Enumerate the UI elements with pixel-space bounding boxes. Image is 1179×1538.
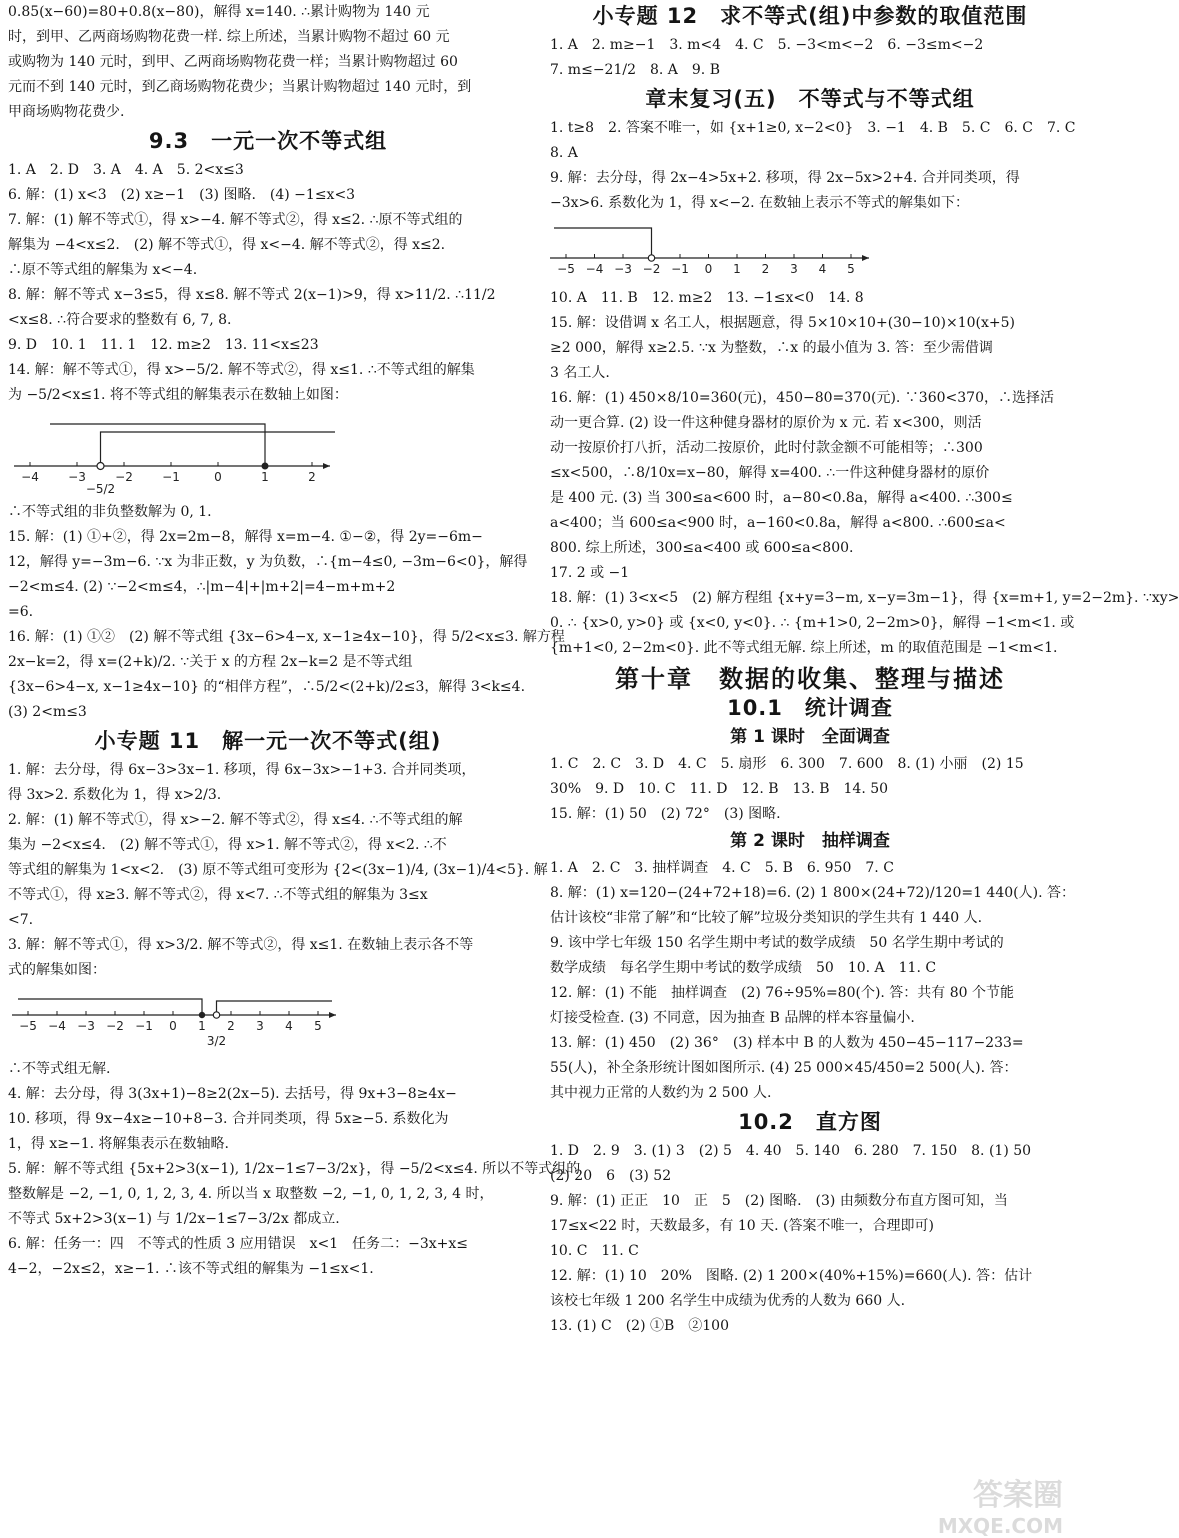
section-9-3-answers-continued — [8, 525, 565, 725]
closed-point — [199, 1012, 205, 1018]
tick-label: 3 — [790, 262, 798, 276]
right-column — [550, 0, 1179, 1339]
answer-line: 4. 解：去分母，得 3(3x+1)−8≥2(2x−5). 去括号，得 9x+3−8≥4x− — [8, 1086, 457, 1102]
answer-line: 不等式 5x+2>3(x−1) 与 1/2x−1≤7−3/2x 都成立. — [8, 1211, 340, 1227]
number-line-1-svg — [8, 414, 338, 494]
answer-line: 1. 解：去分母，得 6x−3>3x−1. 移项，得 6x−3x>−1+3. 合并同类项， — [8, 762, 476, 778]
tick-label: 5 — [314, 1019, 322, 1033]
answer-line: 13. (1) C (2) ①B ②100 — [550, 1318, 729, 1334]
section-title-9-3: 9.3 一元一次不等式组 — [148, 129, 388, 153]
answer-line: 3. 解：解不等式①，得 x>3/2. 解不等式②，得 x≤1. 在数轴上表示各不等 — [8, 937, 474, 953]
solution-ray-left — [50, 424, 265, 466]
mark-label: −5/2 — [85, 482, 116, 496]
lesson-2-title: 第 2 课时 抽样调查 — [730, 831, 890, 851]
tick-label: 0 — [169, 1019, 177, 1033]
lesson-1-answers — [550, 752, 1070, 827]
answer-line: 0.85(x−60)=80+0.8(x−80)，解得 x=140. ∴累计购物为 140 元 — [8, 4, 430, 20]
tick-label: −1 — [162, 470, 180, 484]
answer-line: 16. 解：(1) 450×8/10=360(元)，450−80=370(元). ∵360<370，∴选择活 — [550, 390, 1054, 406]
answer-line: =6. — [8, 604, 34, 620]
tick-label: −3 — [68, 470, 86, 484]
topic-11-title: 小专题 11 解一元一次不等式(组) — [94, 729, 442, 753]
number-line-3-svg — [550, 222, 870, 280]
tick-label: −2 — [106, 1019, 124, 1033]
answer-line: 9. D 10. 1 11. 1 12. m≥2 13. 11<x≤23 — [8, 337, 319, 353]
review-5-answers — [550, 116, 1076, 216]
answer-line: (3) 2<m≤3 — [8, 704, 87, 720]
answer-line: 18. 解：(1) 3<x<5 (2) 解方程组 {x+y=3−m, x−y=3m−1}，得 {x=m+1, y=2−2m}. ∵xy> — [550, 590, 1179, 606]
tick-label: 4 — [818, 262, 827, 276]
answer-line: 6. 解：(1) x<3 (2) x≥−1 (3) 图略. (4) −1≤x<3 — [8, 187, 356, 203]
answer-line: <7. — [8, 912, 34, 928]
tick-label: −4 — [48, 1019, 66, 1033]
topic-12-title: 小专题 12 求不等式(组)中参数的取值范围 — [592, 4, 1028, 28]
answer-line: 55(人)，补全条形统计图如图所示. (4) 25 000×45/450=2 500(人). 答： — [550, 1060, 1018, 1076]
answer-line: 其中视力正常的人数约为 2 500 人. — [550, 1085, 772, 1101]
answer-line: 为 −5/2<x≤1. 将不等式组的解集表示在数轴上如图： — [8, 387, 348, 403]
axis-arrow — [329, 1012, 336, 1018]
tick-label: 3 — [256, 1019, 264, 1033]
answer-line: <x≤8. ∴符合要求的整数有 6, 7, 8. — [8, 312, 232, 328]
answer-line: 0. ∴ {x>0, y>0} 或 {x<0, y<0}. ∴ {m+1>0, 2−2m>0}，解得 −1<m<1. 或 — [550, 615, 1075, 631]
topic-11-answers-continued — [8, 1082, 581, 1282]
tick-label: −2 — [642, 262, 661, 276]
answer-line: 1. D 2. 9 3. (1) 3 (2) 5 4. 40 5. 140 6. 280 7. 150 8. (1) 50 — [550, 1143, 1032, 1159]
tick-label: −4 — [585, 262, 604, 276]
answer-line: 13. 解：(1) 450 (2) 36° (3) 样本中 B 的人数为 450−45−117−233= — [550, 1035, 1024, 1051]
answer-line: 9. 解：去分母，得 2x−4>5x+2. 移项，得 2x−5x>2+4. 合并同类项，得 — [550, 170, 1020, 186]
answer-line: 等式组的解集为 1<x<2. (3) 原不等式组可变形为 {2<(3x−1)/4, (3x−1)/4<5}. 解 — [8, 862, 548, 878]
answer-line: 6. 解：任务一：四 不等式的性质 3 应用错误 x<1 任务二：−3x+x≤ — [8, 1236, 469, 1252]
watermark-big: 答案圈 — [973, 1478, 1063, 1513]
answer-line: 9. 该中学七年级 150 名学生期中考试的数学成绩 50 名学生期中考试的 — [550, 935, 1004, 951]
axis-arrow — [323, 463, 330, 469]
answer-line: 1. A 2. m≥−1 3. m<4 4. C 5. −3<m<−2 6. −3≤m<−2 — [550, 37, 984, 53]
solution-ray-right — [217, 1001, 333, 1015]
answer-line: 12，解得 y=−3m−6. ∵x 为非正数，y 为负数，∴{m−4≤0, −3m−6<0}，解得 — [8, 554, 528, 570]
answer-line: 8. 解：解不等式 x−3≤5，得 x≤8. 解不等式 2(x−1)>9，得 x>11/2. ∴11/2 — [8, 287, 496, 303]
answer-line: 动一更合算. (2) 设一件这种健身器材的原价为 x 元. 若 x<300，则活 — [550, 415, 982, 431]
section-10-2-answers — [550, 1139, 1070, 1339]
answer-line: 9. 解：(1) 正正 10 正 5 (2) 图略. (3) 由频数分布直方图可知，当 — [550, 1193, 1008, 1209]
topic-12-answers — [550, 33, 1070, 83]
review-5-answers-continued — [550, 286, 1179, 661]
answer-line: 动一按原价打八折，活动二按原价，此时付款金额不可能相等；∴300 — [550, 440, 983, 456]
section-10-1-title: 10.1 统计调查 — [727, 696, 893, 720]
open-point — [97, 463, 104, 470]
tick-label: 1 — [198, 1019, 206, 1033]
answer-line: ∴原不等式组的解集为 x<−4. — [8, 262, 198, 278]
answer-line: 17≤x<22 时，天数最多，有 10 天. (答案不唯一，合理即可) — [550, 1218, 934, 1234]
answer-line: 时，到甲、乙两商场购物花费一样. 综上所述，当累计购物不超过 60 元 — [8, 29, 450, 45]
answer-line: 30% 9. D 10. C 11. D 12. B 13. B 14. 50 — [550, 781, 889, 797]
answer-line: 800. 综上所述，300≤a<400 或 600≤a<800. — [550, 540, 854, 556]
answer-line: 3 名工人. — [550, 365, 610, 381]
number-line-2-svg — [8, 989, 368, 1051]
tick-label: −2 — [115, 470, 133, 484]
s93-axis-note: ∴不等式组的非负整数解为 0, 1. — [8, 504, 212, 520]
answer-line: 17. 2 或 −1 — [550, 565, 630, 581]
answer-line: 7. 解：(1) 解不等式①，得 x>−4. 解不等式②，得 x≤2. ∴原不等式组的 — [8, 212, 463, 228]
answer-line: 该校七年级 1 200 名学生中成绩为优秀的人数为 660 人. — [550, 1293, 906, 1309]
watermark-logo — [893, 1470, 1063, 1538]
watermark-url: MXQE.COM — [937, 1514, 1063, 1538]
answer-line: 是 400 元. (3) 当 300≤a<600 时，a−80<0.8a，解得 a<400. ∴300≤ — [550, 490, 1013, 506]
answer-line: 灯接受检查. (3) 不同意，因为抽查 B 品牌的样本容量偏小. — [550, 1010, 915, 1026]
answer-line: 式的解集如图： — [8, 962, 106, 978]
answer-line: 解集为 −4<x≤2. (2) 解不等式①，得 x<−4. 解不等式②，得 x≤2. — [8, 237, 446, 253]
tick-label: 2 — [308, 470, 316, 484]
section-9-3-answers — [8, 158, 528, 408]
tick-label: −1 — [671, 262, 689, 276]
mark-label: 3/2 — [206, 1034, 227, 1048]
answer-line: ≥2 000，解得 x≥2.5. ∵x 为整数，∴x 的最小值为 3. 答：至少需借调 — [550, 340, 993, 356]
answer-line: 1，得 x≥−1. 将解集表示在数轴略. — [8, 1136, 229, 1152]
tick-label: −5 — [557, 262, 575, 276]
lesson-1-title: 第 1 课时 全面调查 — [730, 727, 890, 747]
answer-line: 14. 解：解不等式①，得 x>−5/2. 解不等式②，得 x≤1. ∴不等式组的解集 — [8, 362, 475, 378]
tick-label: 5 — [847, 262, 855, 276]
answer-line: 5. 解：解不等式组 {5x+2>3(x−1), 1/2x−1≤7−3/2x}，得 −5/2<x≤4. 所以不等式组的 — [8, 1161, 581, 1177]
answer-line: 估计该校“非常了解”和“比较了解”垃圾分类知识的学生共有 1 440 人. — [550, 910, 983, 926]
tick-label: 1 — [261, 470, 269, 484]
solution-ray-left — [18, 999, 202, 1015]
answer-line: {3x−6>4−x, x−1≥4x−10} 的“相伴方程”，∴5/2<(2+k)/2≤3，解得 3<k≤4. — [8, 679, 526, 695]
answer-line: 16. 解：(1) ①② (2) 解不等式组 {3x−6>4−x, x−1≥4x−10}，得 5/2<x≤3. 解方程 — [8, 629, 565, 645]
answer-line: 10. C 11. C — [550, 1243, 639, 1259]
tick-label: −4 — [21, 470, 39, 484]
tick-label: 1 — [733, 262, 741, 276]
answer-line: 15. 解：(1) 50 (2) 72° (3) 图略. — [550, 806, 781, 822]
answer-line: 甲商场购物花费少. — [8, 104, 125, 120]
tick-label: 0 — [214, 470, 222, 484]
closed-point — [262, 463, 269, 470]
lesson-2-answers — [550, 856, 1075, 1106]
answer-line: 10. 移项，得 9x−4x≥−10+8−3. 合并同类项，得 5x≥−5. 系数化为 — [8, 1111, 449, 1127]
open-point — [213, 1012, 219, 1018]
answer-line: 整数解是 −2, −1, 0, 1, 2, 3, 4. 所以当 x 取整数 −2, −1, 0, 1, 2, 3, 4 时， — [8, 1186, 494, 1202]
answer-line: 或购物为 140 元时，到甲、乙两商场购物花费一样；当累计购物超过 60 — [8, 54, 458, 70]
answer-line: 15. 解：设借调 x 名工人，根据题意，得 5×10×10+(30−10)×10(x+5) — [550, 315, 1015, 331]
intro-text — [8, 0, 528, 125]
answer-line: 得 3x>2. 系数化为 1，得 x>2/3. — [8, 787, 222, 803]
answer-line: 7. m≤−21/2 8. A 9. B — [550, 62, 720, 78]
review-5-title: 章末复习(五) 不等式与不等式组 — [645, 87, 975, 111]
solution-ray-right — [101, 432, 336, 466]
number-line-2 — [8, 989, 528, 1051]
tick-label: −3 — [614, 262, 632, 276]
answer-line: −3x>6. 系数化为 1，得 x<−2. 在数轴上表示不等式的解集如下： — [550, 195, 970, 211]
answer-line: 数学成绩 每名学生期中考试的数学成绩 50 10. A 11. C — [550, 960, 937, 976]
tick-label: 4 — [285, 1019, 293, 1033]
answer-line: 15. 解：(1) ①+②，得 2x=2m−8，解得 x=m−4. ①−②，得 2y=−6m− — [8, 529, 483, 545]
answer-line: 8. 解：(1) x=120−(24+72+18)=6. (2) 1 800×(24+72)/120=1 440(人). 答： — [550, 885, 1075, 901]
tick-label: −3 — [77, 1019, 95, 1033]
answer-line: 8. A — [550, 145, 578, 161]
number-line-1 — [8, 414, 528, 494]
answer-line: 12. 解：(1) 不能 抽样调查 (2) 76÷95%=80(个). 答：共有 80 个节能 — [550, 985, 1015, 1001]
answer-line: 不等式①，得 x≥3. 解不等式②，得 x<7. ∴不等式组的解集为 3≤x — [8, 887, 428, 903]
tick-label: −1 — [135, 1019, 153, 1033]
topic-11-answers — [8, 758, 548, 983]
answer-line: 元而不到 140 元时，到乙商场购物花费少；当累计购物超过 140 元时，到 — [8, 79, 472, 95]
answer-line: −2<m≤4. (2) ∵−2<m≤4，∴|m−4|+|m+2|=4−m+m+2 — [8, 579, 396, 595]
answer-line: (2) 20 6 (3) 52 — [550, 1168, 672, 1184]
answer-line: {m+1<0, 2−2m<0}. 此不等式组无解. 综上所述，m 的取值范围是 −1<m<1. — [550, 640, 1058, 656]
answer-line: 10. A 11. B 12. m≥2 13. −1≤x<0 14. 8 — [550, 290, 864, 306]
answer-line: 4−2，−2x≤2，x≥−1. ∴该不等式组的解集为 −1≤x<1. — [8, 1261, 374, 1277]
axis-arrow — [862, 255, 869, 261]
answer-line: 1. A 2. D 3. A 4. A 5. 2<x≤3 — [8, 162, 244, 178]
answer-line: 2. 解：(1) 解不等式①，得 x>−2. 解不等式②，得 x≤4. ∴不等式组的解 — [8, 812, 463, 828]
t11-axis-note: ∴不等式组无解. — [8, 1061, 111, 1077]
open-point — [648, 255, 654, 261]
answer-line: ≤x<500，∴8/10x=x−80，解得 x=400. ∴一件这种健身器材的原价 — [550, 465, 990, 481]
tick-label: 0 — [704, 262, 713, 276]
answer-line: 集为 −2<x≤4. (2) 解不等式①，得 x>1. 解不等式②，得 x<2. ∴不 — [8, 837, 447, 853]
number-line-3 — [550, 222, 1070, 280]
tick-label: −5 — [19, 1019, 37, 1033]
answer-line: 2x−k=2，得 x=(2+k)/2. ∵关于 x 的方程 2x−k=2 是不等式组 — [8, 654, 413, 670]
tick-label: 2 — [227, 1019, 235, 1033]
answer-line: 1. C 2. C 3. D 4. C 5. 扇形 6. 300 7. 600 8. (1) 小丽 (2) 15 — [550, 756, 1024, 772]
answer-line: a<400；当 600≤a<900 时，a−160<0.8a，解得 a<800. ∴600≤a< — [550, 515, 1006, 531]
section-10-2-title: 10.2 直方图 — [738, 1110, 882, 1134]
chapter-10-title: 第十章 数据的收集、整理与描述 — [615, 665, 1005, 693]
answer-line: 12. 解：(1) 10 20% 图略. (2) 1 200×(40%+15%)=660(人). 答：估计 — [550, 1268, 1033, 1284]
tick-label: 2 — [761, 262, 770, 276]
solution-ray-left — [554, 228, 652, 258]
answer-line: 1. t≥8 2. 答案不唯一，如 {x+1≥0, x−2<0} 3. −1 4. B 5. C 6. C 7. C — [550, 120, 1076, 136]
answer-line: 1. A 2. C 3. 抽样调查 4. C 5. B 6. 950 7. C — [550, 860, 894, 876]
